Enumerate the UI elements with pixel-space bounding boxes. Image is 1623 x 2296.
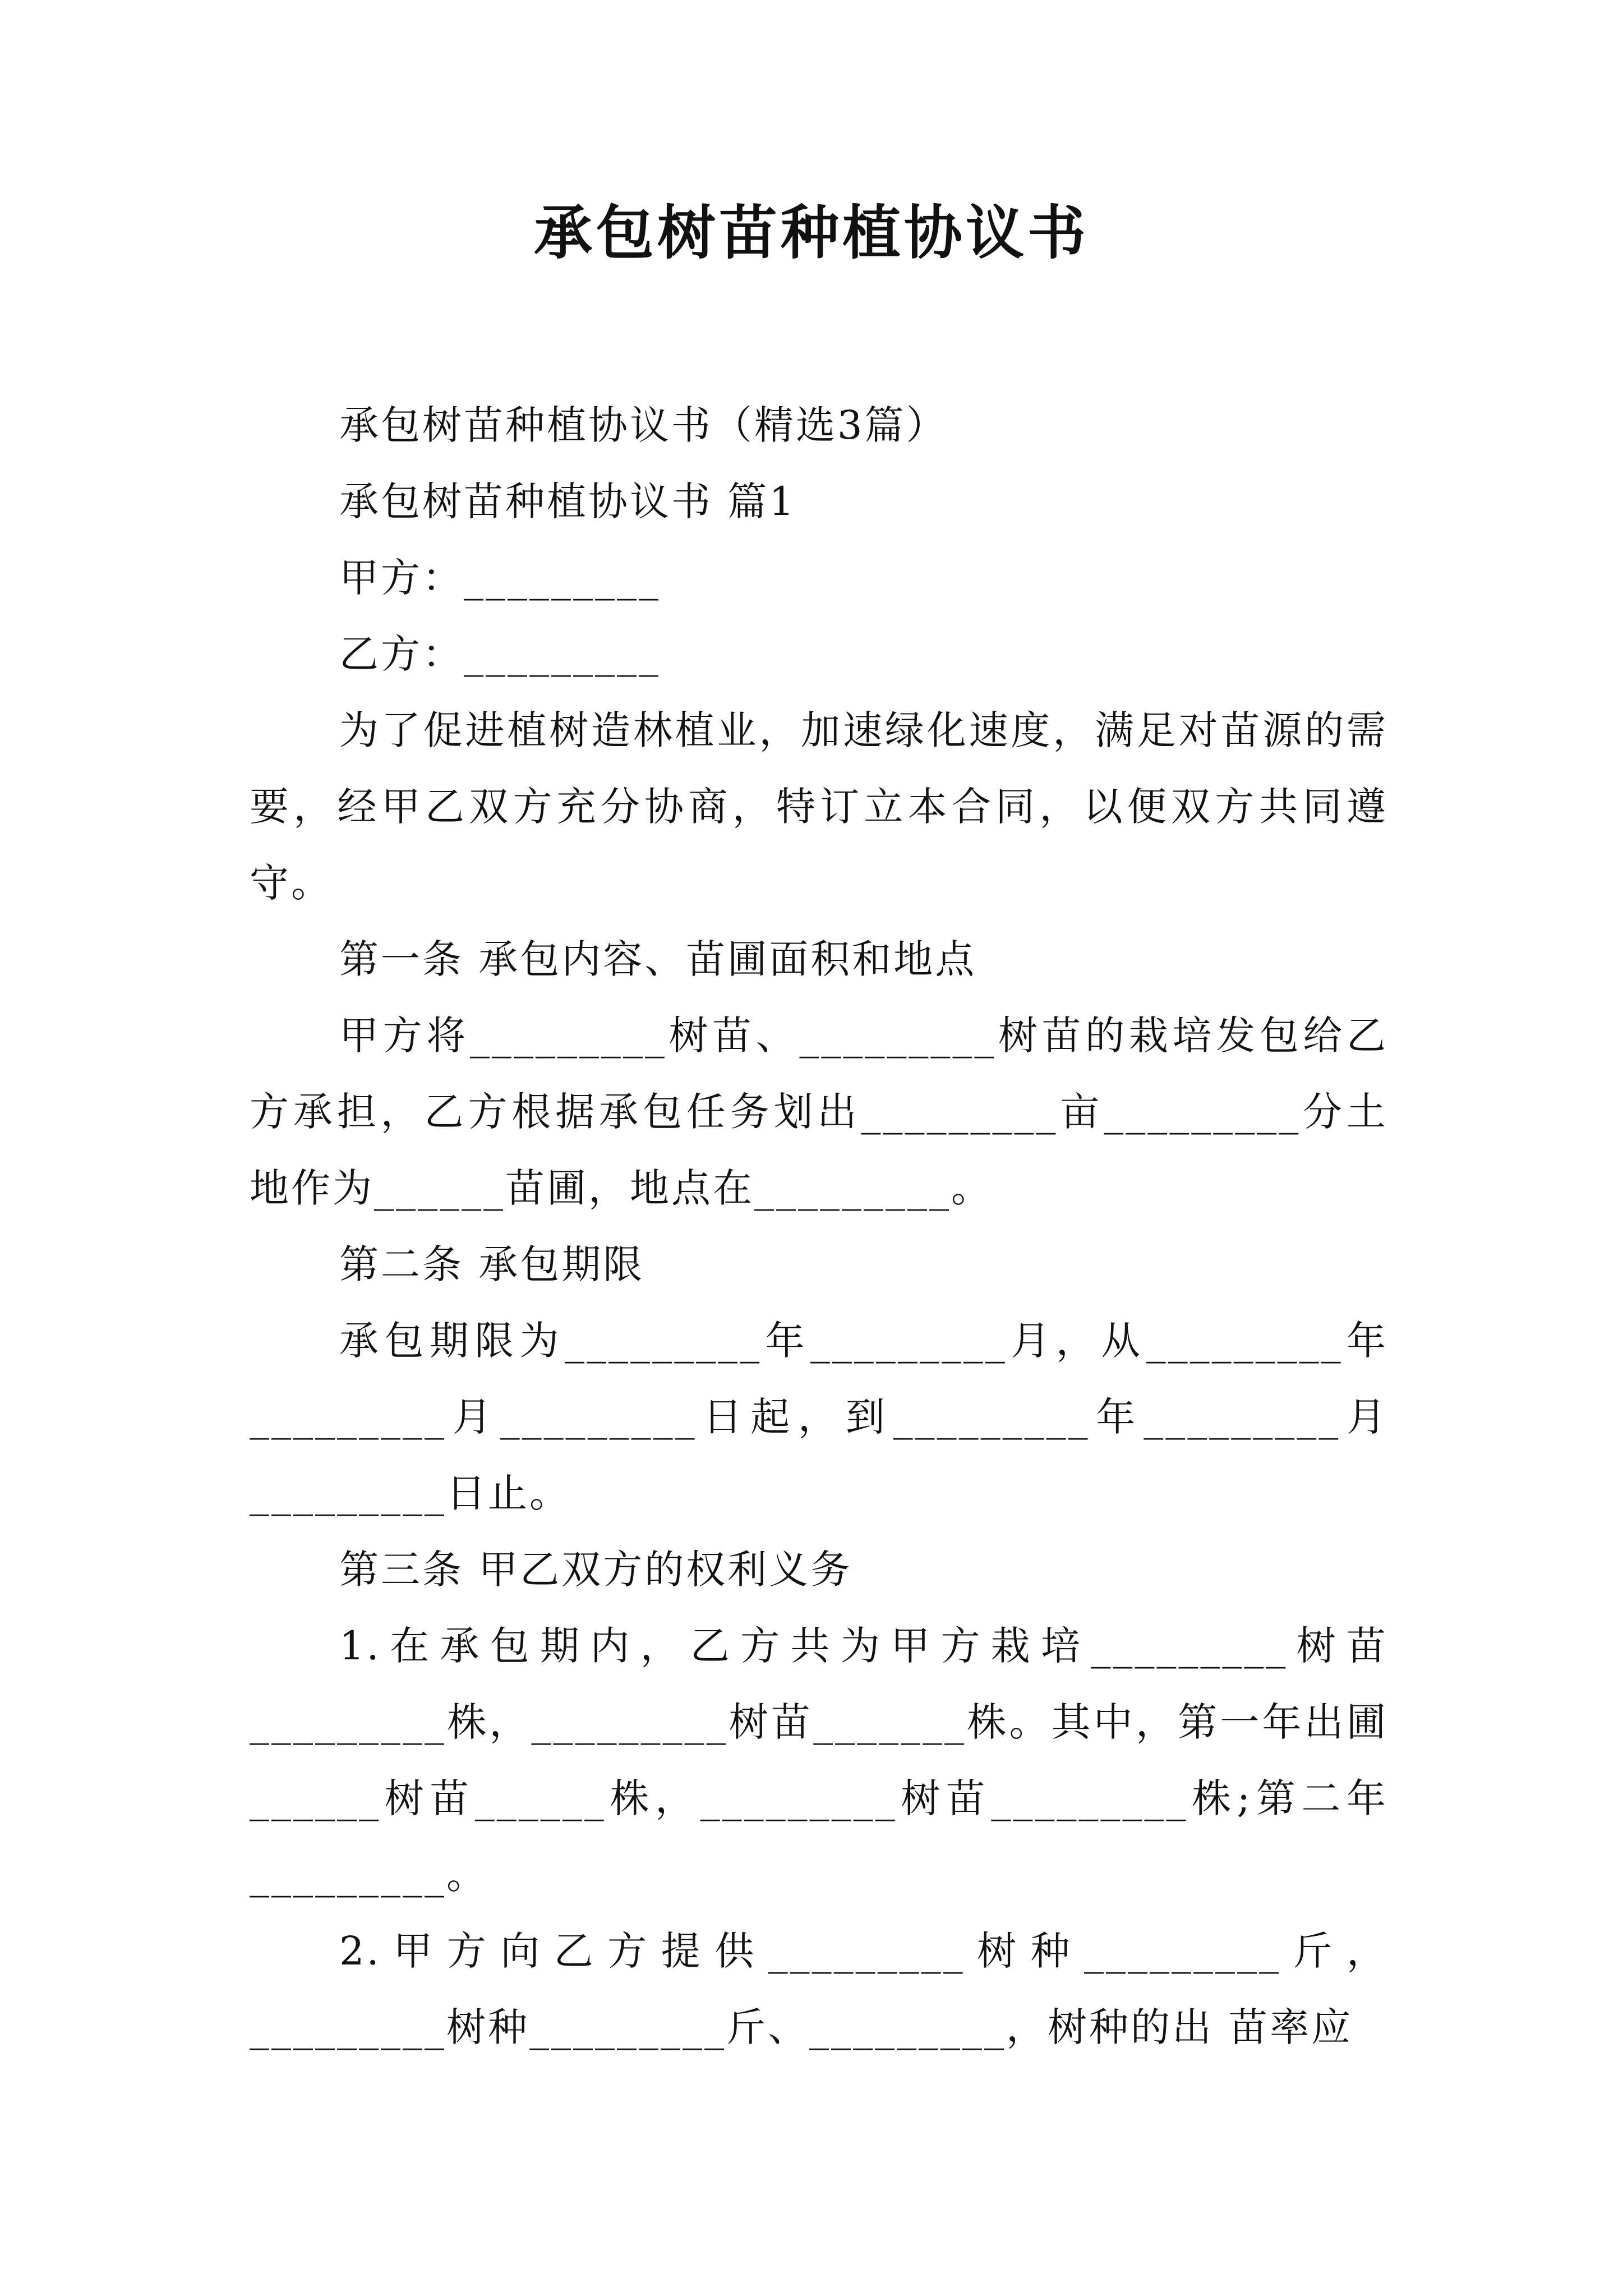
article-2-paragraph: 承包期限为_________年_________月，从_________年_________月_________日起，到_________年_________月_________日止。 <box>250 1318 1388 1516</box>
article-1-paragraph: 甲方将_________树苗、_________树苗的栽培发包给乙方承担，乙方根据承包任务划出_________亩_________分土地作为______苗圃，地点在_________。 <box>250 1013 1388 1211</box>
article-1-heading: 第一条 承包内容、苗圃面积和地点 <box>339 936 977 982</box>
party-a-line: 甲方：_________ <box>339 555 661 601</box>
party-b-line: 乙方：_________ <box>339 631 661 677</box>
document-title: 承包树苗种植协议书 <box>533 198 1089 267</box>
section-heading: 承包树苗种植协议书 篇1 <box>339 478 796 524</box>
preamble-paragraph: 为了促进植树造林植业，加速绿化速度，满足对苗源的需要，经甲乙双方充分协商，特订立本合同，以便双方共同遵守。 <box>250 707 1388 906</box>
article-3-heading: 第三条 甲乙双方的权利义务 <box>339 1547 852 1593</box>
subtitle-paragraph: 承包树苗种植协议书（精选3篇） <box>339 402 948 448</box>
article-3-item-2: 2.甲方向乙方提供_________树种_________斤，_________树种_________斤、_________，树种的出 苗率应 <box>250 1928 1388 2050</box>
article-2-heading: 第二条 承包期限 <box>339 1241 645 1287</box>
article-3-item-1: 1.在承包期内，乙方共为甲方栽培_________树苗_________株，_________树苗_______株。其中，第一年出圃______树苗______株，_________树苗_________株;第二年_________。 <box>250 1623 1388 1898</box>
document-body <box>250 387 1388 2065</box>
